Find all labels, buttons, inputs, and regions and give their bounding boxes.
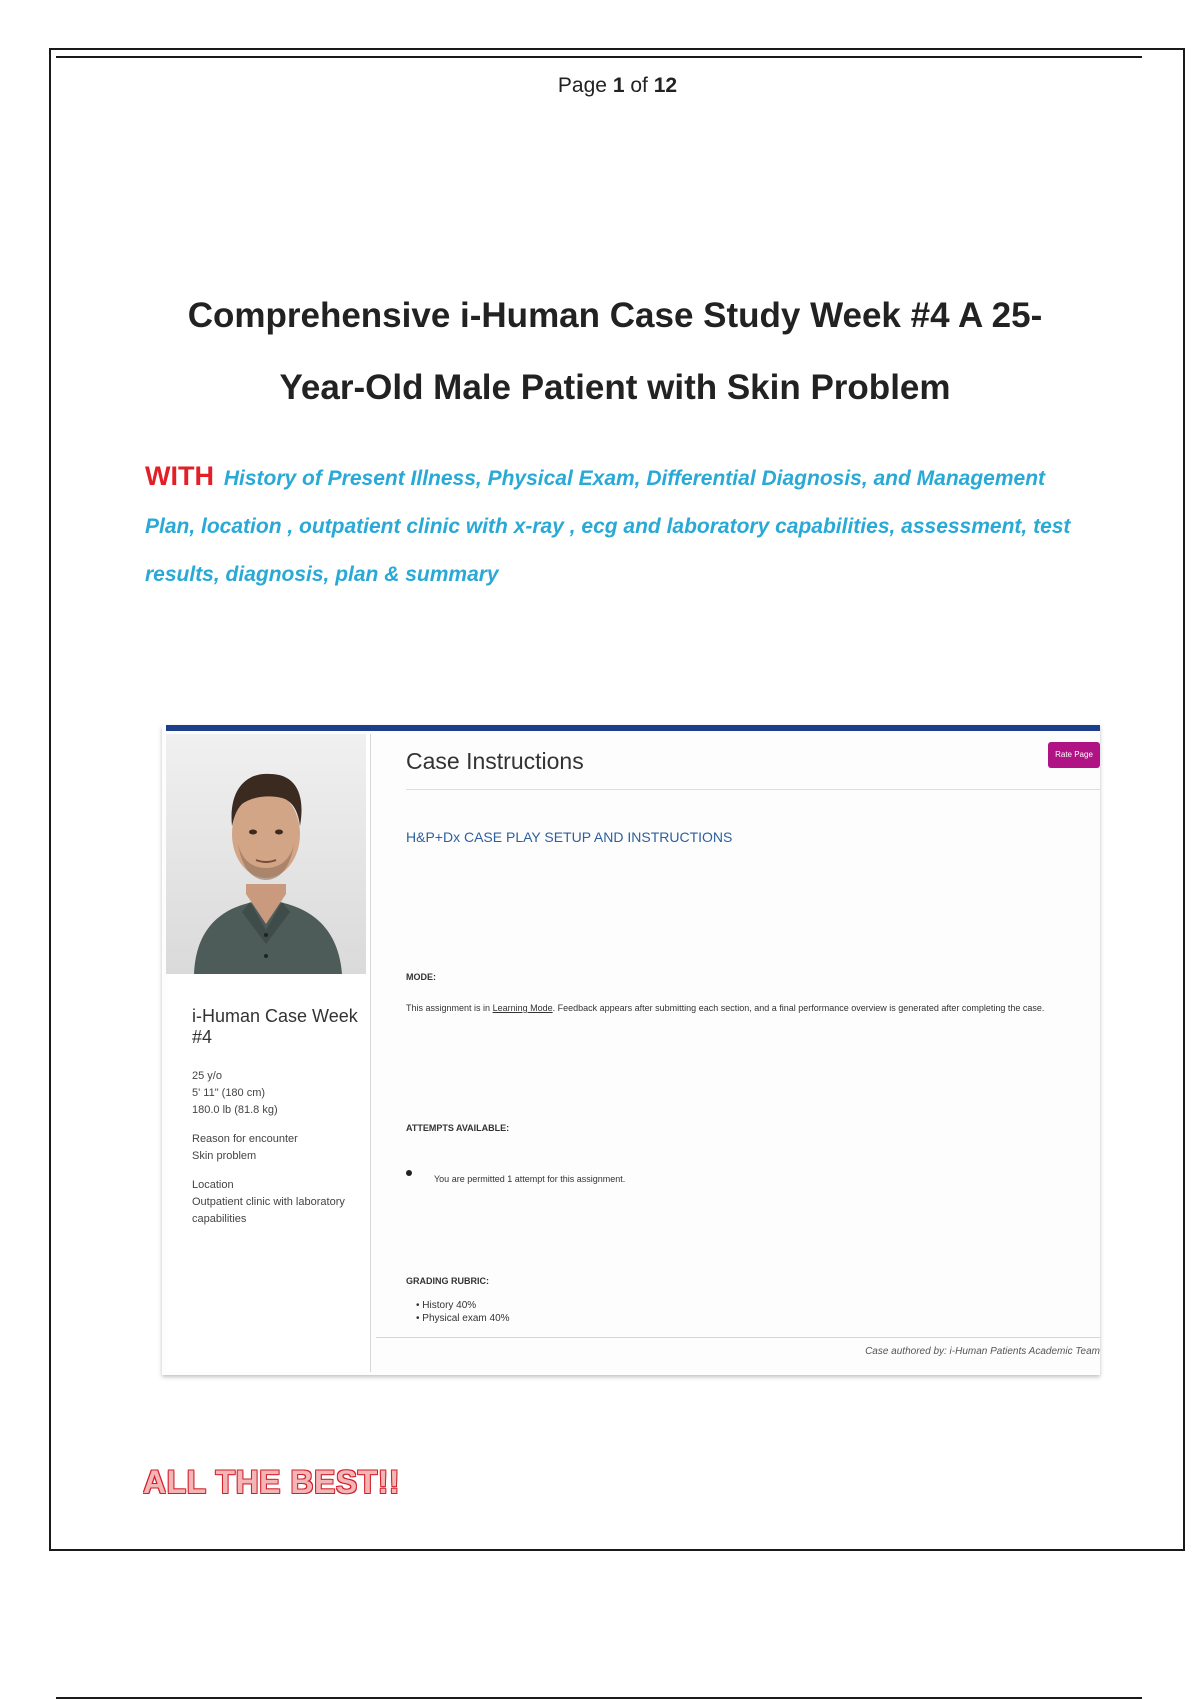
learning-mode-link[interactable]: Learning Mode [492, 1003, 553, 1013]
case-name: i-Human Case Week #4 [192, 1006, 358, 1047]
document-title [140, 280, 1090, 424]
reason-label: Reason for encounter [192, 1133, 298, 1145]
patient-avatar-icon [166, 734, 366, 974]
patient-panel [166, 734, 371, 1372]
instructions-panel [376, 734, 1100, 1372]
heading-divider [406, 789, 1100, 790]
attempts-label: ATTEMPTS AVAILABLE: [406, 1123, 510, 1133]
authored-by: Case authored by: i-Human Patients Academic Team [865, 1346, 1100, 1357]
document-subtitle [145, 452, 1095, 599]
mode-text: This assignment is in Learning Mode. Feedback appears after submitting each section, and a final performance overview is generated after completing the case. [406, 1003, 1045, 1013]
title-line-2: Year-Old Male Patient with Skin Problem [279, 368, 951, 407]
rubric-label: GRADING RUBRIC: [406, 1276, 489, 1286]
closing-message: ALL THE BEST!! [143, 1464, 401, 1500]
location-value: Outpatient clinic with laboratory capabilities [192, 1196, 345, 1225]
rate-page-button[interactable]: Rate Page [1048, 742, 1100, 768]
subtitle-with: WITH [145, 461, 214, 491]
rubric-item: • History 40% [416, 1299, 510, 1312]
instructions-heading: Case Instructions [406, 748, 584, 774]
location-label: Location [192, 1179, 234, 1191]
attempts-text: You are permitted 1 attempt for this assignment. [434, 1174, 626, 1184]
screenshot-footer-rule [376, 1337, 1100, 1338]
patient-height: 5' 11" (180 cm) [192, 1087, 266, 1099]
patient-avatar [166, 734, 366, 974]
subtitle-text: History of Present Illness, Physical Exam, Differential Diagnosis, and Management Plan, location , outpatient clinic with x-ray , ecg and laboratory capabilities, assessment, test results, diagnosis, plan & summary [145, 467, 1071, 586]
page-number: Page 1 of 12 [557, 74, 678, 97]
reason-value: Skin problem [192, 1150, 257, 1162]
embedded-screenshot [162, 725, 1100, 1375]
bottom-rule [56, 1697, 1142, 1699]
patient-weight: 180.0 lb (81.8 kg) [192, 1104, 278, 1116]
top-rule [56, 56, 1142, 58]
patient-age: 25 y/o [192, 1070, 222, 1082]
rubric-list [416, 1299, 510, 1323]
patient-info [192, 1068, 362, 1240]
attempts-bullet [406, 1170, 412, 1176]
mode-label: MODE: [406, 972, 436, 982]
title-line-1: Comprehensive i-Human Case Study Week #4 A 25- [187, 296, 1043, 335]
screenshot-topbar [166, 725, 1100, 731]
setup-title: H&P+Dx CASE PLAY SETUP AND INSTRUCTIONS [406, 829, 733, 845]
rubric-item: • Physical exam 40% [416, 1312, 510, 1323]
